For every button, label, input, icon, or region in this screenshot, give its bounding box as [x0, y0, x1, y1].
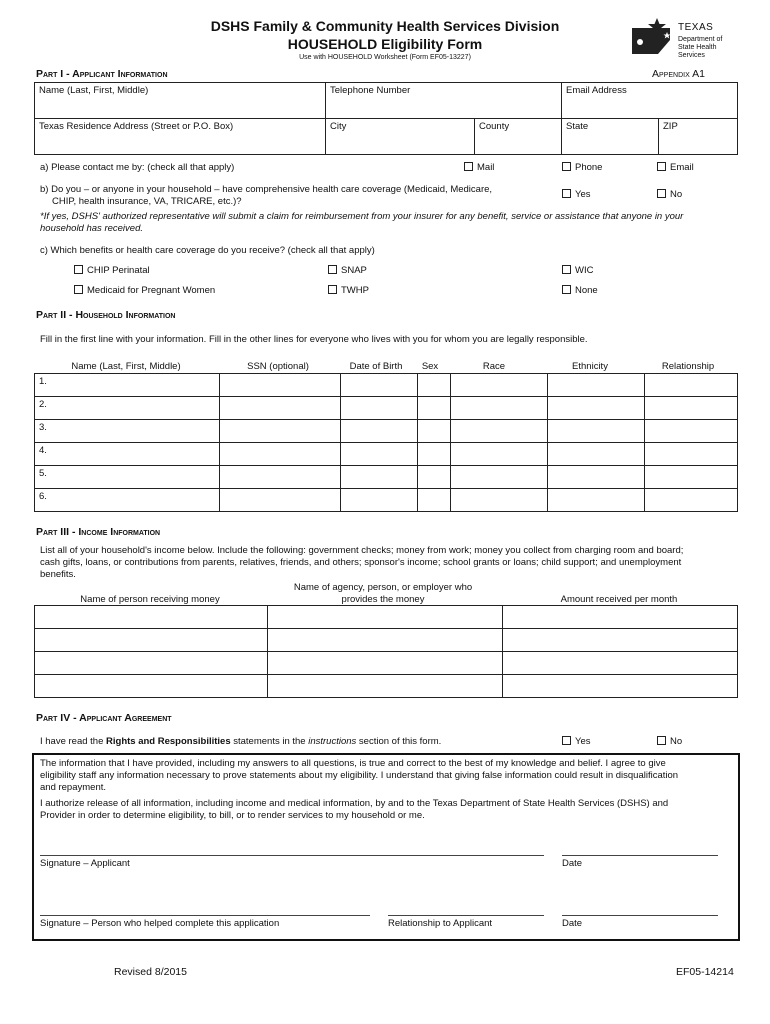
applicant-info-table: [34, 82, 738, 155]
col-agency-header-line2: provides the money: [341, 594, 425, 605]
row-number-label: 3.: [39, 422, 47, 433]
chip-perinatal-checkbox[interactable]: [74, 265, 150, 276]
part3-instruction-line1: List all of your household's income below. Include the following: government checks; money from work; money you collect from charging room and board;: [40, 545, 684, 556]
row-number[interactable]: [35, 443, 220, 466]
part3-instruction-line2: cash gifts, loans, or contributions from parents, relatives, friends, and others; sponsor's income; school grants or loans; child support; and unemployment: [40, 557, 682, 568]
date1-line[interactable]: [562, 855, 718, 856]
ethnicity-cell[interactable]: [548, 420, 645, 443]
checkbox-icon: [562, 736, 571, 745]
state-field[interactable]: [562, 119, 659, 155]
table-row: [35, 420, 738, 443]
authorize-line2: Provider in order to determine eligibility, to bill, or to render services to my household or me.: [40, 810, 425, 821]
email-field-label: Email Address: [566, 85, 627, 96]
col-race-header: Race: [482, 361, 506, 372]
ethnicity-cell[interactable]: [548, 374, 645, 397]
relationship-cell[interactable]: [645, 489, 738, 512]
race-cell[interactable]: [451, 374, 548, 397]
form-subtitle: Use with HOUSEHOLD Worksheet (Form EF05-13227): [299, 54, 471, 61]
contact-question: a) Please contact me by: (check all that apply): [40, 162, 235, 173]
rights-yes-checkbox[interactable]: [562, 736, 591, 747]
revised-date: Revised 8/2015: [114, 966, 187, 978]
benefits-question: c) Which benefits or health care coverage do you receive? (check all that apply): [40, 245, 375, 256]
ssn-cell[interactable]: [220, 374, 341, 397]
race-cell[interactable]: [451, 443, 548, 466]
address-field-label: Texas Residence Address (Street or P.O. Box): [39, 121, 234, 132]
race-cell[interactable]: [451, 420, 548, 443]
agreement-line1: The information that I have provided, including my answers to all questions, is true and correct to the best of my knowledge and belief. I agree to give: [40, 758, 666, 769]
ethnicity-cell[interactable]: [548, 443, 645, 466]
checkbox-icon: [328, 285, 337, 294]
agency-cell[interactable]: [268, 606, 503, 629]
row-number[interactable]: [35, 397, 220, 420]
part2-heading: Part II - Household Information: [36, 309, 176, 321]
ssn-cell[interactable]: [220, 420, 341, 443]
row-number[interactable]: [35, 489, 220, 512]
checkbox-label: No: [670, 189, 683, 200]
checkbox-label: Phone: [575, 162, 603, 173]
ssn-cell[interactable]: [220, 397, 341, 420]
sex-cell[interactable]: [418, 374, 451, 397]
race-cell[interactable]: [451, 489, 548, 512]
row-number[interactable]: [35, 466, 220, 489]
ethnicity-cell[interactable]: [548, 489, 645, 512]
checkbox-icon: [328, 265, 337, 274]
relationship-cell[interactable]: [645, 466, 738, 489]
ssn-cell[interactable]: [220, 466, 341, 489]
checkbox-label: Mail: [477, 162, 495, 173]
telephone-field[interactable]: [326, 83, 562, 119]
telephone-field-label: Telephone Number: [330, 85, 411, 96]
checkbox-label: Medicaid for Pregnant Women: [87, 285, 216, 296]
household-table: [34, 373, 738, 512]
form-number: EF05-14214: [676, 966, 734, 978]
row-number[interactable]: [35, 420, 220, 443]
checkbox-label: CHIP Perinatal: [87, 265, 150, 276]
helper-signature-label: Signature – Person who helped complete this application: [40, 918, 280, 929]
rights-text-bold: Rights and Responsibilities: [106, 736, 231, 747]
rights-statement: [40, 736, 441, 747]
texas-star-logo-icon: [630, 18, 674, 58]
checkbox-icon: [74, 285, 83, 294]
table-row: [35, 629, 738, 652]
zip-field[interactable]: [659, 119, 738, 155]
checkbox-icon: [464, 162, 473, 171]
checkbox-label: SNAP: [341, 265, 367, 276]
receiver-cell[interactable]: [35, 675, 268, 698]
row-number[interactable]: [35, 374, 220, 397]
checkbox-icon: [562, 162, 571, 171]
coverage-note-line2: household has received.: [40, 223, 143, 234]
agency-cell[interactable]: [268, 652, 503, 675]
receiver-cell[interactable]: [35, 652, 268, 675]
rights-text-prefix: I have read the: [40, 736, 107, 747]
applicant-signature-line[interactable]: [40, 855, 544, 856]
table-row: [35, 652, 738, 675]
row-number-label: 2.: [39, 399, 47, 410]
agency-cell[interactable]: [268, 629, 503, 652]
appendix-label: Appendix A1: [652, 68, 705, 80]
rights-no-checkbox[interactable]: [657, 736, 682, 747]
col-agency-header-line1: Name of agency, person, or employer who: [293, 582, 473, 593]
coverage-question-line2: CHIP, health insurance, VA, TRICARE, etc.)?: [52, 196, 242, 207]
checkbox-label: Email: [670, 162, 694, 173]
rights-text-suffix: section of this form.: [356, 736, 442, 747]
coverage-question-line1: b) Do you – or anyone in your household – have comprehensive health care coverage (Medicaid, Medicare,: [40, 184, 493, 195]
agency-cell[interactable]: [268, 675, 503, 698]
rights-text-middle: statements in the: [230, 736, 309, 747]
snap-checkbox[interactable]: [328, 265, 367, 276]
dob-cell[interactable]: [341, 374, 418, 397]
row-number-label: 4.: [39, 445, 47, 456]
ssn-cell[interactable]: [220, 489, 341, 512]
table-row: [35, 466, 738, 489]
table-row: [35, 489, 738, 512]
checkbox-label: Yes: [575, 189, 591, 200]
sex-cell[interactable]: [418, 397, 451, 420]
contact-email-checkbox[interactable]: [657, 162, 694, 173]
email-field[interactable]: [562, 83, 738, 119]
table-row: [35, 443, 738, 466]
coverage-yes-checkbox[interactable]: [562, 189, 591, 200]
authorize-line1: I authorize release of all information, including income and medical information, by and to the Texas Department of State Health Services (DSHS) and: [40, 798, 669, 809]
row-number-label: 6.: [39, 491, 47, 502]
county-field[interactable]: [475, 119, 562, 155]
none-checkbox[interactable]: [562, 285, 598, 296]
dob-cell[interactable]: [341, 397, 418, 420]
part4-heading: Part IV - Applicant Agreement: [36, 712, 172, 724]
coverage-no-checkbox[interactable]: [657, 189, 682, 200]
city-field[interactable]: [326, 119, 475, 155]
dob-cell[interactable]: [341, 443, 418, 466]
checkbox-icon: [562, 189, 571, 198]
checkbox-icon: [562, 285, 571, 294]
address-field[interactable]: [35, 119, 326, 155]
date2-label: Date: [562, 918, 583, 929]
part2-instruction: Fill in the first line with your information. Fill in the other lines for everyone who lives with you for whom you are legally responsible.: [40, 334, 588, 345]
amount-cell[interactable]: [503, 606, 738, 629]
form-title-line2: HOUSEHOLD Eligibility Form: [287, 36, 483, 52]
relationship-line[interactable]: [388, 915, 544, 916]
col-receiver-header: Name of person receiving money: [80, 594, 220, 605]
contact-phone-checkbox[interactable]: [562, 162, 602, 173]
income-table: [34, 605, 738, 698]
relationship-cell[interactable]: [645, 397, 738, 420]
twhp-checkbox[interactable]: [328, 285, 369, 296]
col-name-header: Name (Last, First, Middle): [71, 361, 181, 372]
agreement-line2: eligibility staff any information necessary to prove statements about my eligibility. I understand that giving false information could result in disqualification: [40, 770, 679, 781]
table-row: [35, 675, 738, 698]
checkbox-label: TWHP: [341, 285, 369, 296]
receiver-cell[interactable]: [35, 629, 268, 652]
date1-label: Date: [562, 858, 583, 869]
checkbox-label: No: [670, 736, 683, 747]
amount-cell[interactable]: [503, 675, 738, 698]
col-ethnicity-header: Ethnicity: [572, 361, 608, 372]
part3-instruction-line3: benefits.: [40, 569, 76, 580]
relationship-cell[interactable]: [645, 374, 738, 397]
sex-cell[interactable]: [418, 466, 451, 489]
checkbox-icon: [657, 162, 666, 171]
helper-signature-line[interactable]: [40, 915, 370, 916]
table-row: [35, 397, 738, 420]
name-field[interactable]: [35, 83, 326, 119]
ethnicity-cell[interactable]: [548, 397, 645, 420]
checkbox-icon: [562, 265, 571, 274]
row-number-label: 5.: [39, 468, 47, 479]
rights-text-italic: instructions: [308, 736, 357, 747]
agreement-line3: and repayment.: [40, 782, 107, 793]
contact-mail-checkbox[interactable]: [464, 162, 494, 173]
table-row: [35, 606, 738, 629]
zip-field-label: ZIP: [663, 121, 678, 132]
sex-cell[interactable]: [418, 420, 451, 443]
part1-heading: Part I - Applicant Information: [36, 68, 168, 80]
amount-cell[interactable]: [503, 629, 738, 652]
dob-cell[interactable]: [341, 489, 418, 512]
city-field-label: City: [330, 121, 347, 132]
part3-heading: Part III - Income Information: [36, 526, 161, 538]
checkbox-label: None: [575, 285, 598, 296]
col-relationship-header: Relationship: [661, 361, 715, 372]
race-cell[interactable]: [451, 466, 548, 489]
col-sex-header: Sex: [421, 361, 439, 372]
ssn-cell[interactable]: [220, 443, 341, 466]
amount-cell[interactable]: [503, 652, 738, 675]
date2-line[interactable]: [562, 915, 718, 916]
texas-dshs-logo: [630, 16, 740, 58]
coverage-note-line1: *If yes, DSHS' authorized representative will submit a claim for reimbursement from your insurer for any benefit, service or assistance that anyone in your: [40, 211, 684, 222]
dob-cell[interactable]: [341, 420, 418, 443]
logo-dept-text-2: State Health Services: [678, 44, 717, 59]
col-amount-header: Amount received per month: [560, 594, 678, 605]
name-field-label: Name (Last, First, Middle): [39, 85, 149, 96]
sex-cell[interactable]: [418, 443, 451, 466]
relationship-label: Relationship to Applicant: [388, 918, 493, 929]
relationship-cell[interactable]: [645, 443, 738, 466]
sex-cell[interactable]: [418, 489, 451, 512]
county-field-label: County: [479, 121, 510, 132]
logo-texas-text: TEXAS: [678, 22, 714, 33]
col-ssn-header: SSN (optional): [247, 361, 309, 372]
receiver-cell[interactable]: [35, 606, 268, 629]
ethnicity-cell[interactable]: [548, 466, 645, 489]
checkbox-label: Yes: [575, 736, 591, 747]
relationship-cell[interactable]: [645, 420, 738, 443]
table-row: [35, 374, 738, 397]
checkbox-icon: [657, 189, 666, 198]
wic-checkbox[interactable]: [562, 265, 593, 276]
medicaid-pregnant-checkbox[interactable]: [74, 285, 215, 296]
checkbox-icon: [657, 736, 666, 745]
applicant-signature-label: Signature – Applicant: [40, 858, 130, 869]
checkbox-icon: [74, 265, 83, 274]
logo-dept-text-1: Department of: [678, 36, 723, 43]
checkbox-label: WIC: [575, 265, 594, 276]
state-field-label: State: [566, 121, 589, 132]
form-title-line1: DSHS Family & Community Health Services Division: [210, 18, 560, 34]
col-dob-header: Date of Birth: [349, 361, 403, 372]
dob-cell[interactable]: [341, 466, 418, 489]
row-number-label: 1.: [39, 376, 47, 387]
agreement-box: [32, 753, 740, 941]
race-cell[interactable]: [451, 397, 548, 420]
